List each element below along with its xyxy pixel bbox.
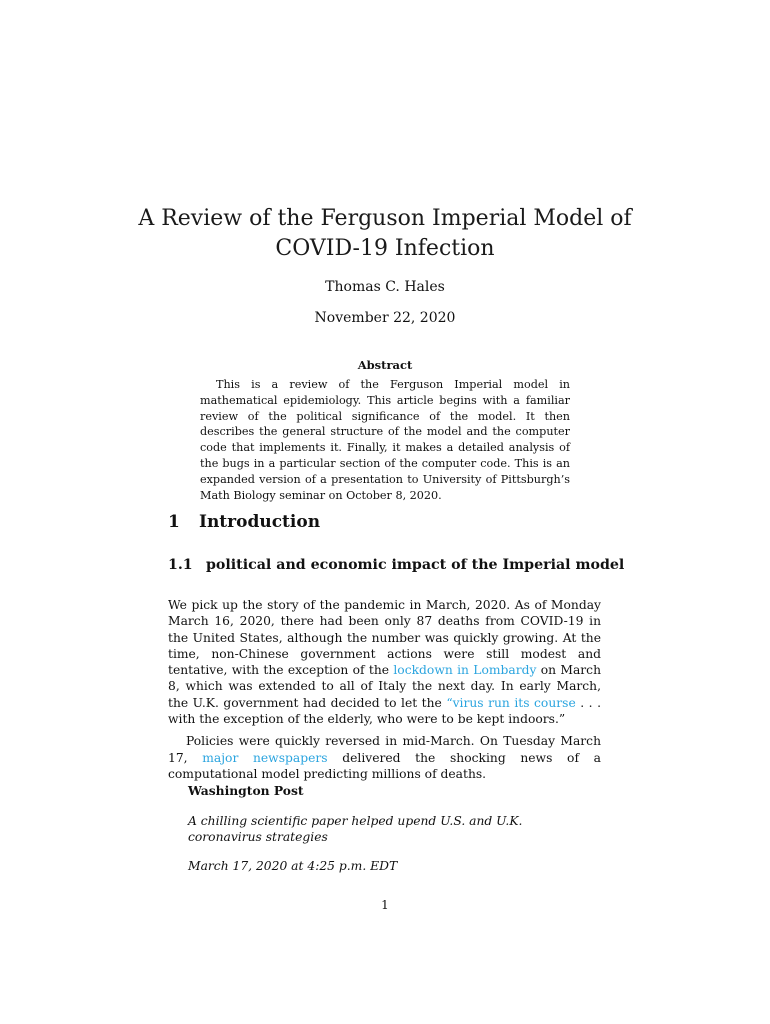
section-number: 1 [168, 512, 180, 532]
lockdown-lombardy-link[interactable]: lockdown in Lombardy [393, 663, 537, 678]
quote-source: Washington Post [188, 783, 304, 798]
author-name: Thomas C. Hales [325, 279, 445, 295]
page-number: 1 [381, 898, 389, 912]
quote-headline: A chilling scientific paper helped upend U.S. and U.K. coronavirus strategies [188, 814, 523, 845]
paper-title [0, 204, 770, 264]
paragraph-1-text-c: . . . with the exception of the elderly, who were to be kept indoors.” [168, 695, 601, 727]
publication-date: November 22, 2020 [314, 310, 456, 326]
paragraph-2-text-b: delivered the shocking news of a computational model predicting millions of deaths. [168, 750, 602, 781]
paragraph-2 [168, 733, 601, 782]
subsection-heading [168, 557, 624, 573]
body-text [168, 597, 601, 782]
title-line-2: COVID-19 Infection [275, 236, 495, 261]
subsection-title: political and economic impact of the Imperial model [206, 557, 625, 573]
abstract [200, 377, 570, 503]
paragraph-1 [168, 597, 601, 727]
quote-dateline: March 17, 2020 at 4:25 p.m. EDT [188, 859, 398, 873]
subsection-number: 1.1 [168, 557, 193, 573]
section-title: Introduction [199, 512, 321, 532]
section-heading [168, 512, 320, 532]
abstract-heading: Abstract [357, 358, 413, 372]
abstract-text: This is a review of the Ferguson Imperial model in mathematical epidemiology. This article begins with a familiar review of the political significance of the model. It then describes the general structure of the model and the computer code that implements it. Finally, it makes a detailed analysis of the bugs in a particular section of the computer code. This is an expanded version of a presentation to University of Pittsburgh’s Math Biology seminar on October 8, 2020. [200, 378, 570, 502]
paragraph-1-text-b: on March 8, which was extended to all of Italy the next day. In early March, the U.K. government had decided to let the [168, 663, 601, 710]
paragraph-1-text-a: We pick up the story of the pandemic in March, 2020. As of Monday March 16, 2020, there had been only 87 deaths from COVID-19 in the United States, although the number was quickly growing. At the time, non-Chinese government actions were still modest and tentative, with the exception of the [168, 598, 601, 678]
paragraph-2-text-a: Policies were quickly reversed in mid-March. On Tuesday March 17, [168, 734, 601, 765]
title-line-1: A Review of the Ferguson Imperial Model of [138, 206, 632, 231]
virus-run-course-link[interactable]: “virus run its course [446, 695, 576, 710]
major-newspapers-link[interactable]: major newspapers [202, 750, 328, 765]
